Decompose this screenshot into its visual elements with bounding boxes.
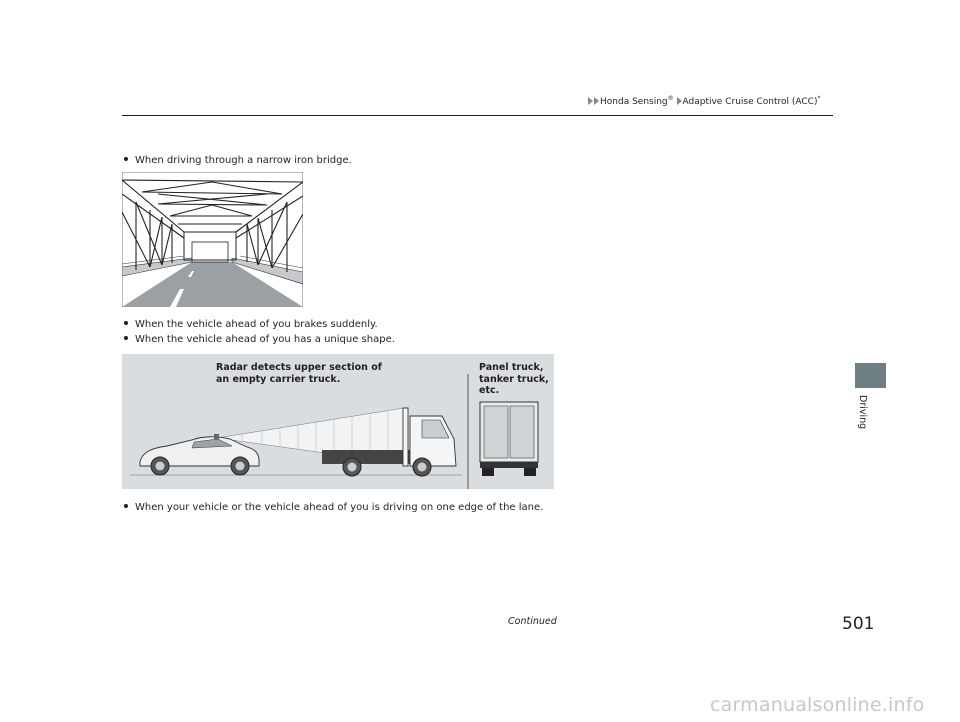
bullet-icon xyxy=(124,321,128,325)
continued-label: Continued xyxy=(508,616,557,627)
bullet-icon xyxy=(124,157,128,161)
header-rule xyxy=(122,115,833,116)
bullet-icon xyxy=(124,504,128,508)
bullet-item xyxy=(122,155,352,166)
watermark: carmanualsonline.info xyxy=(710,694,925,716)
breadcrumb xyxy=(588,95,820,107)
bullet-text: When your vehicle or the vehicle ahead of you is driving on one edge of the lane. xyxy=(135,502,544,513)
registered-mark: ® xyxy=(667,95,674,102)
bullet-text: When driving through a narrow iron bridge. xyxy=(135,155,352,166)
page-number: 501 xyxy=(842,614,875,634)
caption-line: tanker truck, xyxy=(479,373,549,385)
bullet-item xyxy=(122,502,543,513)
bullet-text: When the vehicle ahead of you brakes suddenly. xyxy=(135,319,378,330)
breadcrumb-item-honda-sensing[interactable]: Honda Sensing xyxy=(600,97,668,107)
arrow-icon xyxy=(594,97,599,105)
caption-line: etc. xyxy=(479,385,500,396)
figure-caption-panel-truck xyxy=(479,362,549,397)
bullet-item xyxy=(122,334,395,345)
section-tab-label: Driving xyxy=(857,395,868,430)
asterisk-mark: * xyxy=(817,95,821,102)
section-tab-label-wrap xyxy=(850,395,890,435)
caption-line: Panel truck, xyxy=(479,362,544,373)
bullet-text: When the vehicle ahead of you has a unique shape. xyxy=(135,334,395,345)
arrow-icon xyxy=(677,97,682,105)
bullet-icon xyxy=(124,336,128,340)
arrow-icon xyxy=(588,97,593,105)
figure-caption-radar xyxy=(216,362,382,385)
section-tab[interactable] xyxy=(855,363,886,388)
bullet-item xyxy=(122,319,378,330)
caption-line: Radar detects upper section of xyxy=(216,362,382,373)
caption-line: an empty carrier truck. xyxy=(216,373,341,385)
bridge-illustration xyxy=(122,172,303,307)
breadcrumb-item-acc[interactable]: Adaptive Cruise Control (ACC) xyxy=(682,97,818,107)
